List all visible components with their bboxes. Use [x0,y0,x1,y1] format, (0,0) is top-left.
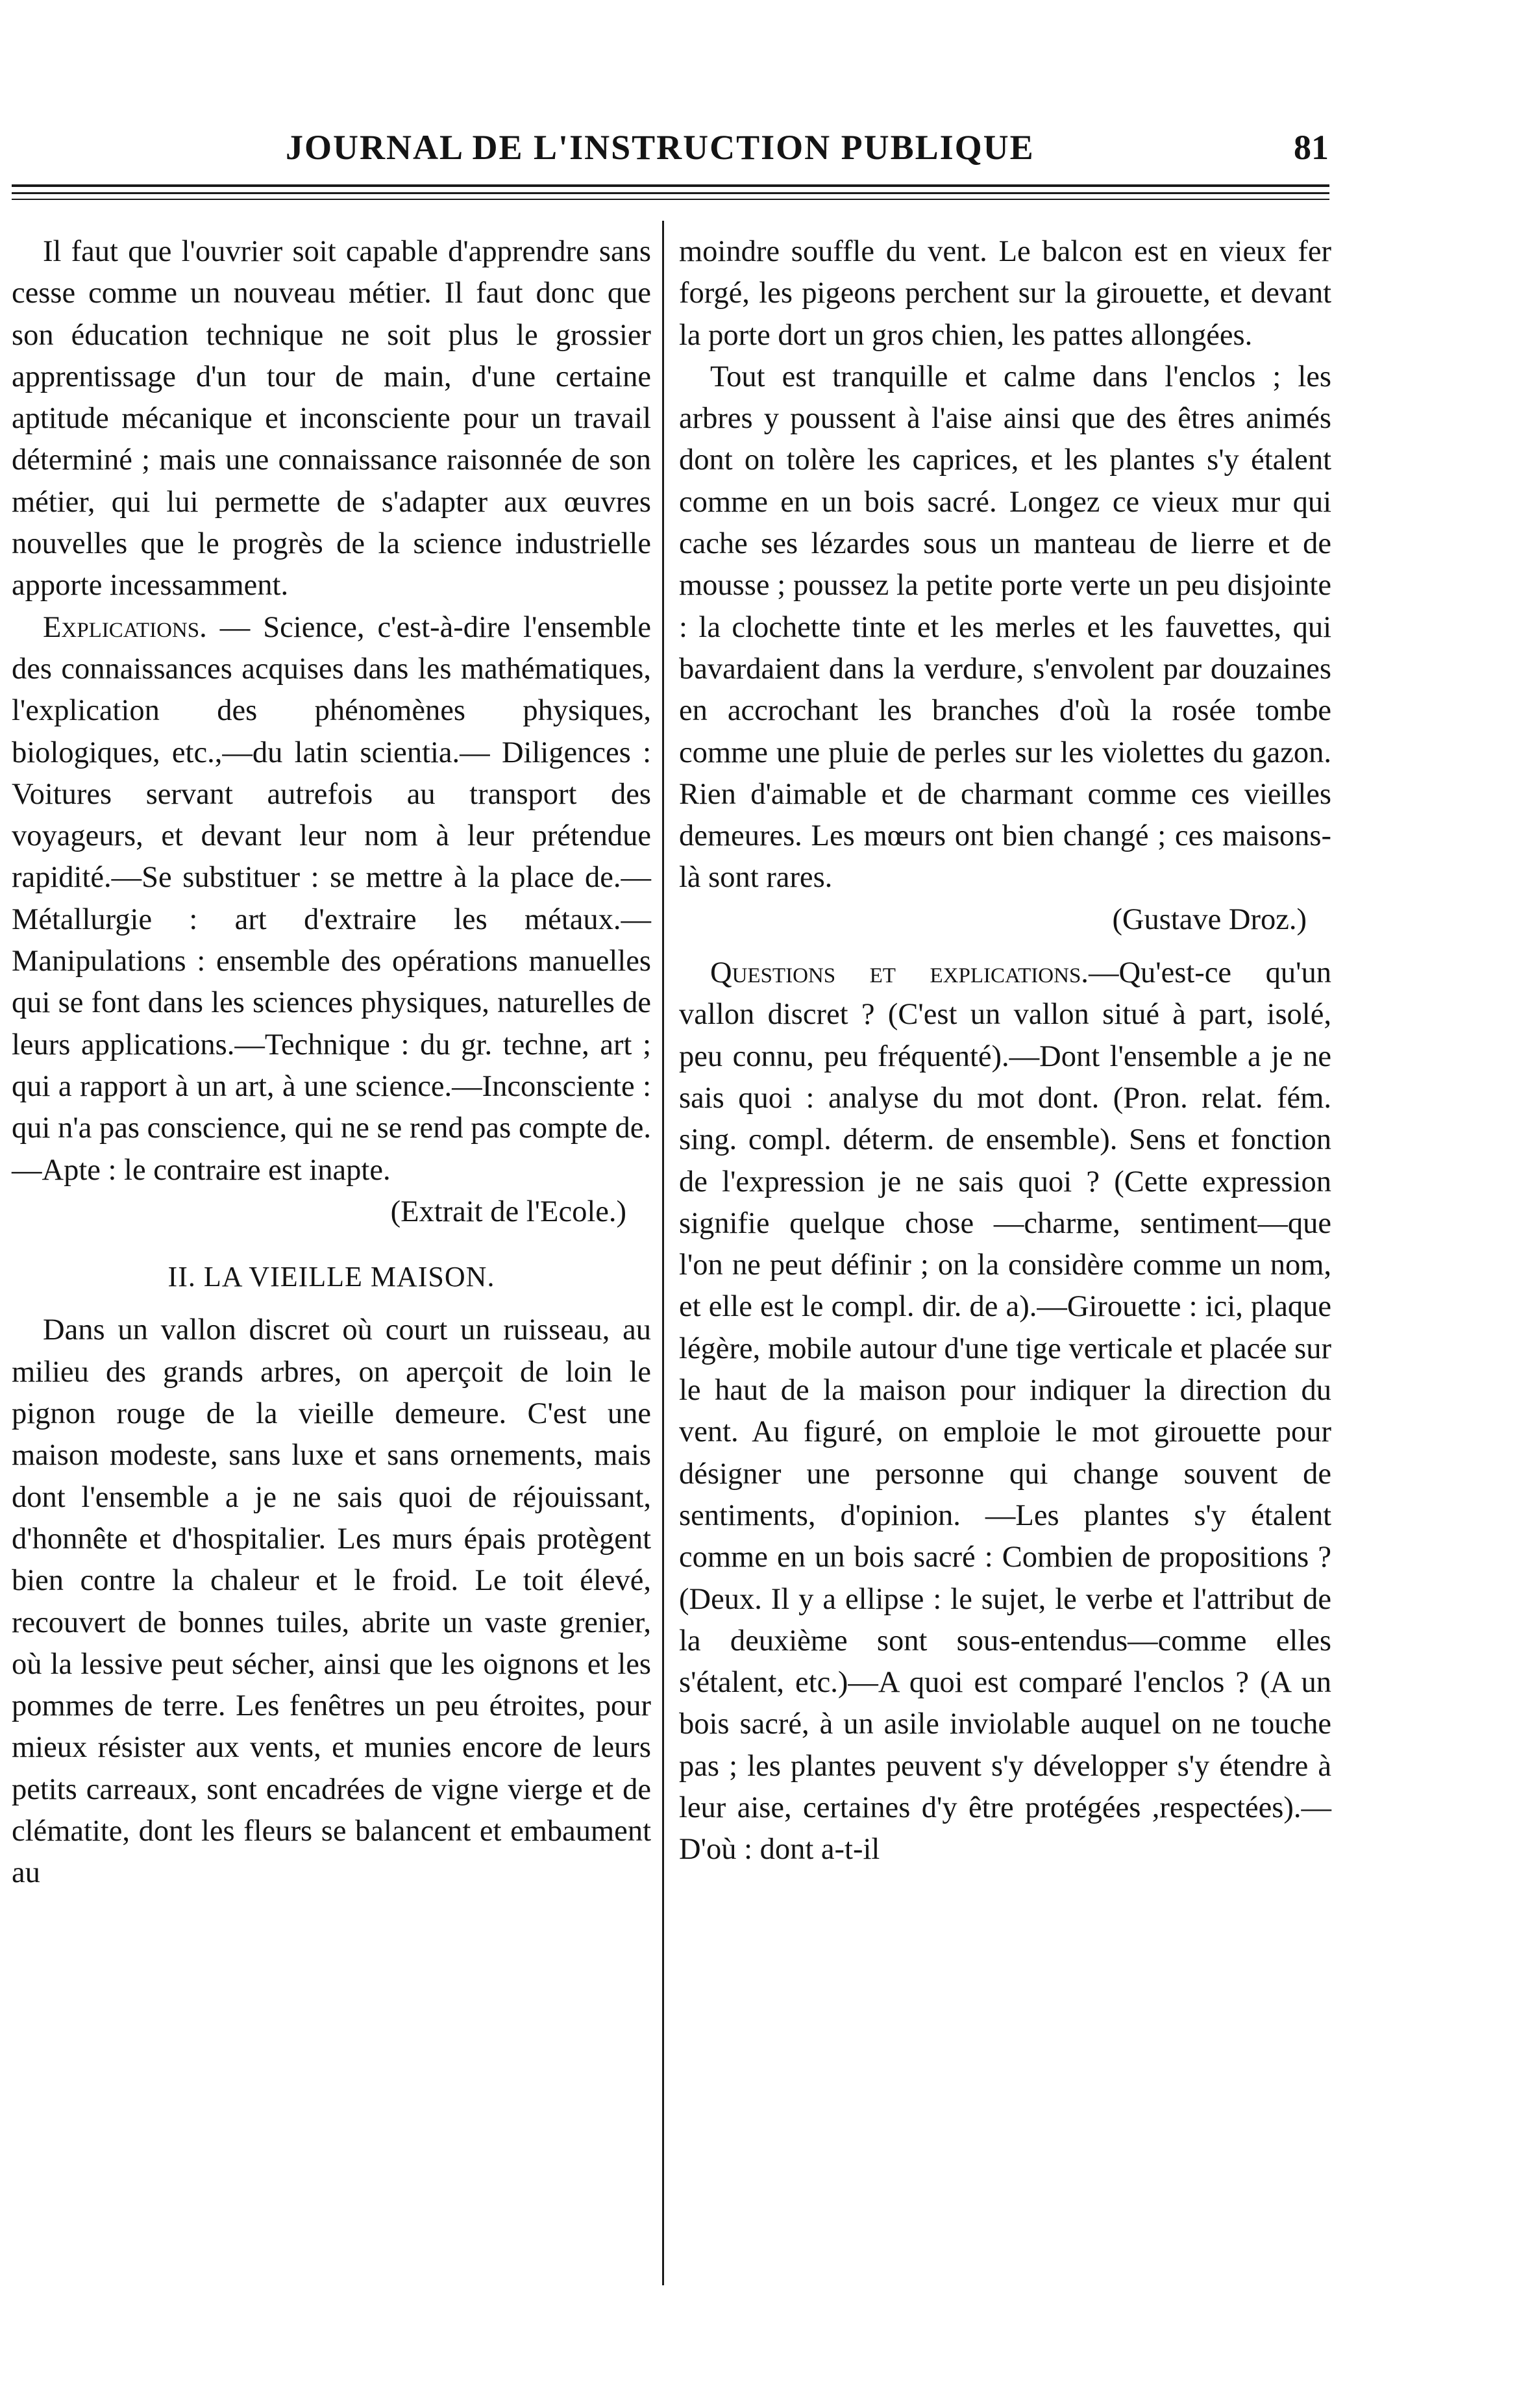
column-divider [662,221,664,2285]
attribution-droz: (Gustave Droz.) [1112,902,1307,936]
paragraph-vieille-maison: Dans un vallon discret où court un ruisseau, au milieu des grands arbres, on aperçoit de loin le pignon rouge de la vieille demeure. C'est une maison modeste, sans luxe et sans ornements, mais dont l'ensemble a je ne sais quoi de réjouissant, d'honnête et d'hospitalier. Les murs épais protègent bien contre la chaleur et le froid. Le toit élevé, recouvert de bonnes tuiles, abrite un vaste grenier, où la lessive peut sécher, ainsi que les oignons et les pommes de terre. Les fenêtres un peu étroites, pour mieux résister aux vents, et munies encore de leurs petits carreaux, sont encadrées de vigne vierge et de clématite, dont les fleurs se balancent et embaument au [12,1313,651,1890]
explications-label: Explications. [43,610,207,644]
section-heading [12,1256,651,1298]
left-column [12,231,651,1894]
section-title: LA VIEILLE MAISON. [203,1261,495,1293]
running-header [0,127,1530,179]
paragraph-explications [12,607,651,1191]
questions-text: —Qu'est-ce qu'un vallon discret ? (C'est un vallon situé à part, isolé, peu connu, peu fréquenté).—Dont l'ensemble a je ne sais quoi : analyse du mot dont. (Pron. relat. fém. sing. compl. déterm. de ensemble). Sens et fonction de l'expression je ne sais quoi ? (Cette expression signifie quelque chose —charme, sentiment—que l'on ne peut définir ; on la considère comme un nom, et elle est le compl. dir. de a).—Girouette : ici, plaque légère, mobile autour d'une tige verticale et placée sur le haut de la maison pour indiquer la direction du vent. Au figuré, on emploie le mot girouette pour désigner une personne qui change souvent de sentiments, d'opinion. —Les plantes s'y étalent comme en un bois sacré : Combien de propositions ? (Deux. Il y a ellipse : le sujet, le verbe et l'attribut de la deuxième sont sous-entendus—comme elles s'étalent, etc.)—A quoi est comparé l'enclos ? (A un bois sacré, à un asile inviolable auquel on ne touche pas ; les plantes peuvent s'y développer s'y étendre à leur aise, certaines d'y être protégées ,respectées).—D'où : dont a-t-il [679,956,1331,1867]
header-rule-thin [12,199,1329,200]
paragraph-questions [679,952,1331,1871]
right-column [679,231,1331,1871]
paragraph-balcon: moindre souffle du vent. Le balcon est en vieux fer forgé, les pigeons perchent sur la girouette, et devant la porte dort un gros chien, les pattes allongées. [679,235,1331,352]
header-rule-thick [12,184,1329,187]
section-number: II. [167,1261,196,1293]
paragraph-education: Il faut que l'ouvrier soit capable d'apprendre sans cesse comme un nouveau métier. Il faut donc que son éducation technique ne soit plus le grossier apprentissage d'un tour de main, d'une certaine aptitude mécanique et inconsciente pour un travail déterminé ; mais une connaissance raisonnée de son métier, qui lui permette de s'adapter aux œuvres nouvelles que le progrès de la science industrielle apporte incessamment. [12,235,651,602]
header-rule-middle [12,192,1329,194]
paragraph-enclos: Tout est tranquille et calme dans l'enclos ; les arbres y poussent à l'aise ainsi que des êtres animés dont on tolère les caprices, et les plantes s'y étalent comme en un bois sacré. Longez ce vieux mur qui cache ses lézardes sous un manteau de lierre et de mousse ; poussez la petite porte verte un peu disjointe : la clochette tinte et les merles et les fauvettes, qui bavardaient dans la verdure, s'envolent par douzaines en accrochant les branches d'où la rosée tombe comme une pluie de perles sur les violettes du gazon. Rien d'aimable et de charmant comme ces vieilles demeures. Les mœurs ont bien changé ; ces maisons-là sont rares. [679,360,1331,895]
attribution-ecole: (Extrait de l'Ecole.) [390,1195,626,1228]
questions-label: Questions et explications. [710,956,1089,990]
journal-title: JOURNAL DE L'INSTRUCTION PUBLIQUE [286,128,1035,167]
explications-text: — Science, c'est-à-dire l'ensemble des connaissances acquises dans les mathématiques, l'explication des phénomènes physiques, biologiques, etc.,—du latin scientia.— Diligences : Voitures servant autrefois au transport des voyageurs, et devant leur nom à leur prétendue rapidité.—Se substituer : se mettre à la place de.—Métallurgie : art d'extraire les métaux.—Manipulations : ensemble des opérations manuelles qui se font dans les sciences physiques, naturelles de leurs applications.—Technique : du gr. techne, art ; qui a rapport à un art, à une science.—Inconsciente : qui n'a pas conscience, qui ne se rend pas compte de.—Apte : le contraire est inapte. [12,610,652,1187]
page-number: 81 [1294,128,1329,167]
